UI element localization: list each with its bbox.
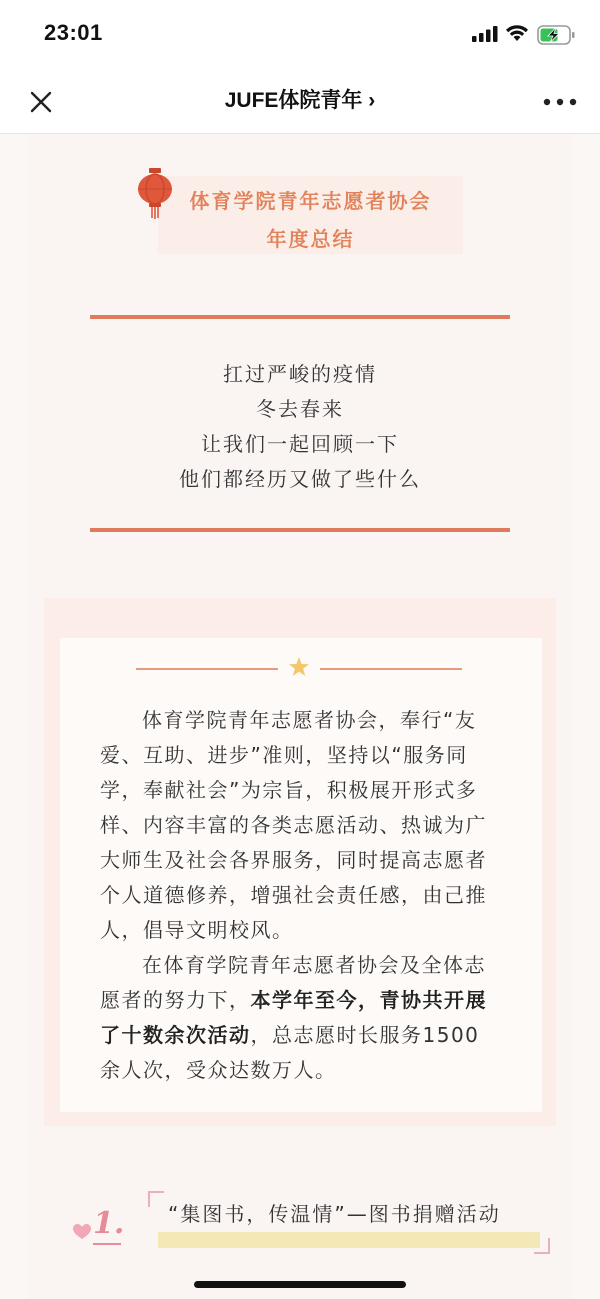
body-paragraph-2-end: ，总志愿时长服务1500余人次，受众达数万人。 — [100, 1023, 480, 1082]
star-icon — [288, 656, 310, 678]
home-indicator[interactable] — [194, 1281, 406, 1288]
section-title-highlight — [158, 1232, 540, 1248]
status-time: 23:01 — [44, 20, 103, 45]
status-bar — [0, 0, 600, 70]
cellular-signal-icon — [472, 26, 498, 42]
body-paragraph-2 — [100, 948, 500, 1088]
intro-line: 冬去春来 — [256, 397, 344, 421]
wifi-icon — [505, 24, 529, 42]
body-paragraph-1: 体育学院青年志愿者协会，奉行“友爱、互助、进步”准则，坚持以“服务同学，奉献社会”为宗旨，积极展开形式多样、内容丰富的各类志愿活动、热诚为广大师生及社会各界服务，同时提高志愿者个人道德修养，增强社会责任感，由己推人，倡导文明校风。 — [100, 708, 487, 942]
heart-icon — [73, 1224, 91, 1240]
battery-charging-icon — [537, 25, 575, 45]
body-paragraph-2-start: 在体育学院青年志愿者协会及全体志愿者的努力下， — [100, 953, 486, 1012]
ornament-line-left — [136, 668, 278, 670]
body-paragraph-2-highlight: 本学年至今，青协共开展了十数余次活动 — [100, 988, 487, 1047]
intro-line: 让我们一起回顾一下 — [201, 432, 399, 456]
more-options-icon[interactable] — [543, 98, 577, 106]
section-number: 1. — [93, 1206, 125, 1241]
ornament-line-right — [320, 668, 462, 670]
article-title-line2: 年度总结 — [266, 227, 355, 251]
intro-line: 他们都经历又做了些什么 — [179, 467, 421, 491]
section-number-underline — [93, 1243, 121, 1245]
section-title: “集图书，传温情”—图书捐赠活动 — [168, 1202, 501, 1226]
bracket-top-left — [148, 1191, 164, 1207]
divider-top — [90, 315, 510, 319]
nav-bar — [0, 70, 600, 134]
intro-line: 扛过严峻的疫情 — [223, 362, 377, 386]
divider-bottom — [90, 528, 510, 532]
bracket-bottom-right — [534, 1238, 550, 1254]
article-title-line1: 体育学院青年志愿者协会 — [189, 189, 432, 213]
account-title-link[interactable]: JUFE体院青年 › — [224, 89, 376, 112]
